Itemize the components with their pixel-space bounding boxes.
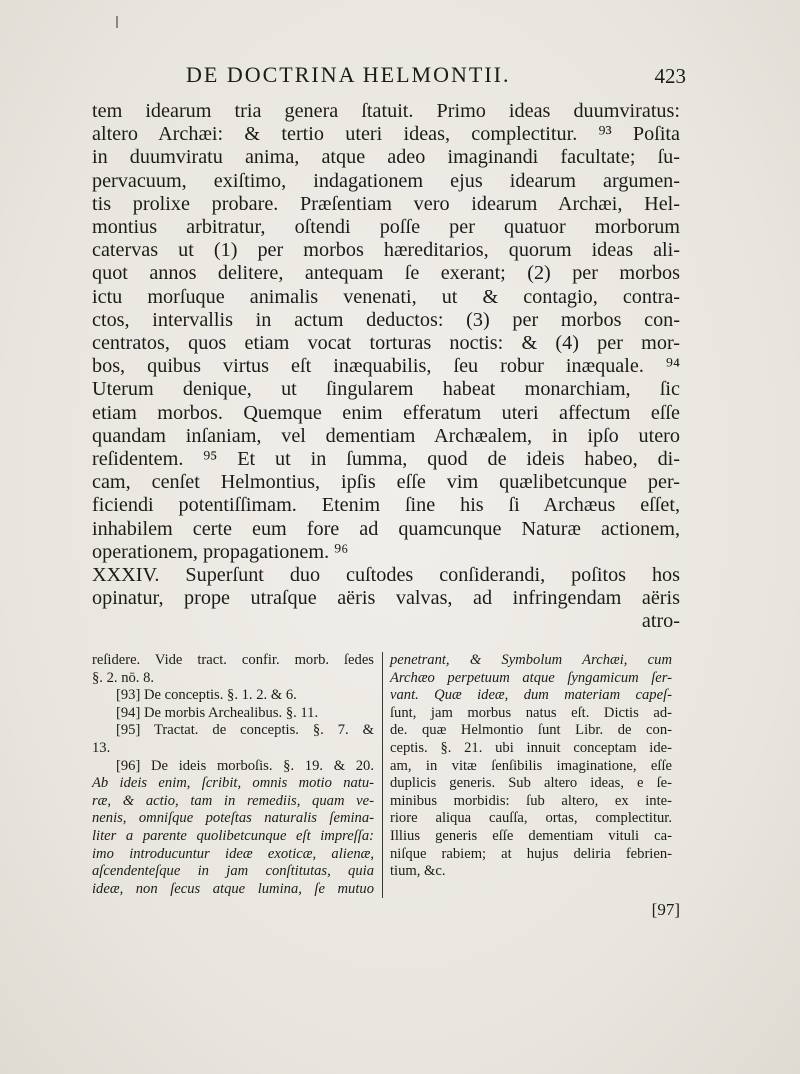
footnote-line: Ab ideis enim, ſcribit, omnis motio natu- (92, 775, 374, 792)
footnote-line: riore aliqua cauſſa, ortas, complectitur. (390, 810, 672, 827)
main-text-block (92, 100, 680, 634)
section-start-line: XXXIV. Superſunt duo cuſtodes conſiderandi, poſitos hos (92, 564, 680, 587)
text-line: bos, quibus virtus eſt inæquabilis, ſeu robur inæquale. ⁹⁴ (92, 355, 680, 378)
signature-mark: [97] (651, 900, 680, 919)
footnote-line: ræ, & actio, tam in remediis, quam ve- (92, 792, 374, 809)
footnote-line: Archæo perpetuum atque ſyngamicum ſer- (390, 669, 672, 686)
text-line: reſidentem. ⁹⁵ Et ut in ſumma, quod de ideis habeo, di- (92, 448, 680, 471)
text-line: montius arbitratur, oſtendi poſſe per quatuor morborum (92, 216, 680, 239)
page-number: 423 (654, 64, 686, 88)
footnote-line: ſunt, jam morbus natus eſt. Dictis ad- (390, 704, 672, 721)
footnote-line: penetrant, & Symbolum Archæi, cum (390, 652, 672, 668)
footnote-line: ceptis. §. 21. ubi innuit conceptam ide- (390, 739, 672, 756)
text-line: cam, cenſet Helmontius, ipſis eſſe vim quælibetcunque per- (92, 471, 680, 494)
footnote-line: ideæ, non ſecus atque lumina, ſe mutuo (92, 880, 374, 897)
footnote-line: Illius generis eſſe dementiam vituli ca- (390, 827, 672, 844)
text-line: quandam inſaniam, vel dementiam Archæalem, in ipſo utero (92, 424, 680, 447)
text-line: quot annos delitere, antequam ſe exerant; (2) per morbos (92, 262, 680, 285)
ink-speck (116, 16, 118, 28)
footnote-line: duplicis generis. Sub altero ideas, e ſe- (390, 775, 672, 792)
footnote-line: minibus morbidis: ſub altero, ex inte- (390, 792, 672, 809)
footnote-line: §. 2. nō. 8. (92, 669, 155, 686)
footnote-column-left (92, 652, 374, 898)
text-line: altero Archæi: & tertio uteri ideas, complectitur. ⁹³ Poſita (92, 123, 680, 146)
footnote-line: 13. (92, 739, 111, 756)
footnote-line: [94] De morbis Archealibus. §. 11. (116, 704, 319, 721)
text-line: opinatur, prope utraſque aëris valvas, ad infringendam aëris (92, 587, 680, 610)
footnote-line: imo introducuntur ideæ exoticæ, alienæ, (92, 845, 374, 862)
footnote-line: de. quæ Helmontio ſunt Libr. de con- (390, 722, 672, 739)
text-line: pervacuum, exiſtimo, indagationem ejus idearum argumen- (92, 169, 680, 192)
footnote-line: liter a parente quolibetcunque eſt impreſſa: (92, 827, 374, 844)
text-line: ficiendi potentiſſimam. Etenim ſine his ſi Archæus eſſet, (92, 494, 680, 517)
footnote-line: aſcendenteſque in jam conſtitutas, quia (92, 863, 374, 880)
text-line: in duumviratu anima, atque adeo imaginandi facultate; ſu- (92, 146, 680, 169)
text-line: centratos, quos etiam vocat torturas noctis: & (4) per mor- (92, 332, 680, 355)
footnotes (92, 652, 682, 912)
footnote-line: [96] De ideis morboſis. §. 19. & 20. (116, 757, 374, 774)
footnote-line: [95] Tractat. de conceptis. §. 7. & (116, 722, 374, 739)
column-divider (382, 652, 383, 898)
footnote-line: reſidere. Vide tract. confir. morb. ſedes (92, 652, 374, 668)
footnote-line: tium, &c. (390, 863, 446, 880)
footnote-column-right (390, 652, 672, 881)
text-line: tis prolixe probare. Præſentiam vero idearum Archæi, Hel- (92, 192, 680, 215)
text-line: operationem, propagationem. ⁹⁶ (92, 540, 349, 563)
footnote-line: nenis, omniſque poteſtas naturalis ſemina- (92, 810, 374, 827)
text-line: tem idearum tria genera ſtatuit. Primo ideas duumviratus: (92, 100, 680, 122)
text-line: catervas ut (1) per morbos hæreditarios, quorum ideas ali- (92, 239, 680, 262)
footnote-line: [93] De conceptis. §. 1. 2. & 6. (116, 687, 297, 704)
footnote-line: am, in vitæ ſenſibilis imaginatione, eſſe (390, 757, 672, 774)
text-line: etiam morbos. Quemque enim efferatum uteri affectum eſſe (92, 401, 680, 424)
page-header (186, 62, 686, 92)
footnote-line: niſque rabiem; at hujus deliria febrien- (390, 845, 672, 862)
footnote-line: vant. Quæ ideæ, dum materiam capeſ- (390, 687, 672, 704)
text-line: inhabilem certe eum fore ad quamcunque Naturæ actionem, (92, 517, 680, 540)
catchword: atro- (641, 610, 680, 633)
text-line: ctos, intervallis in actum deductos: (3) per morbos con- (92, 308, 680, 331)
text-line: ictu morſuque animalis venenati, ut & contagio, contra- (92, 285, 680, 308)
running-title: DE DOCTRINA HELMONTII. (186, 62, 511, 87)
text-line: Uterum denique, ut ſingularem habeat monarchiam, ſic (92, 378, 680, 401)
